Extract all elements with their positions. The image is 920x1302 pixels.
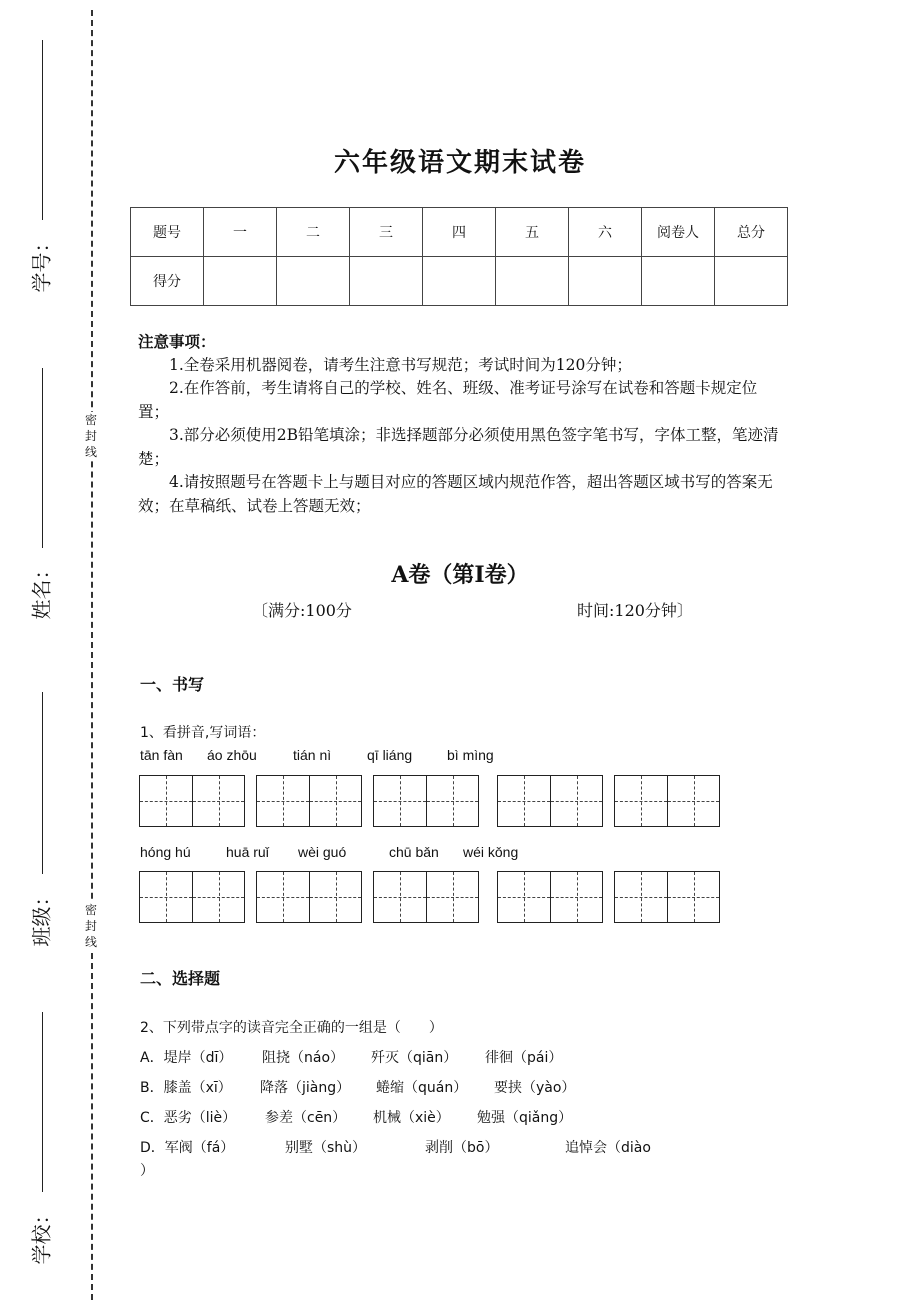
option-word: 追悼会（diào <box>565 1140 651 1156</box>
writing-grid[interactable] <box>256 775 362 827</box>
note-item: 4.请按照题号在答题卡上与题目对应的答题区域内规范作答，超出答题区域书写的答案无效；在草稿纸、试卷上答题无效； <box>138 473 773 515</box>
pinyin-label: wéi kǒng <box>463 844 519 860</box>
writing-cell[interactable] <box>615 872 667 922</box>
pinyin-label: áo zhōu <box>207 747 257 763</box>
writing-grid[interactable] <box>256 871 362 923</box>
option-word: A．堤岸（dī） <box>140 1050 233 1066</box>
option-word: B．膝盖（xī） <box>140 1080 232 1096</box>
seal-char: 线 <box>84 445 97 459</box>
option-word: 蜷缩（quán） <box>376 1080 468 1096</box>
writing-cell[interactable] <box>550 872 602 922</box>
writing-grid[interactable] <box>614 775 720 827</box>
option-word: 参差（cēn） <box>265 1110 347 1126</box>
writing-cell[interactable] <box>140 776 192 826</box>
note-item: 3.部分必须使用2B铅笔填涂；非选择题部分必须使用黑色签字笔书写，字体工整，笔迹清楚； <box>138 426 779 468</box>
seal-char: 封 <box>84 429 97 443</box>
section-choice-title: 二、选择题 <box>140 969 221 988</box>
student-id-underline[interactable] <box>42 40 43 220</box>
pinyin-label: bì mìng <box>447 747 494 763</box>
option-word: 勉强（qiǎng） <box>477 1110 573 1126</box>
option-word: 阻挠（náo） <box>262 1050 345 1066</box>
note-item: 2.在作答前，考生请将自己的学校、姓名、班级、准考证号涂写在试卷和答题卡规定位置； <box>138 379 758 421</box>
score-input-cell[interactable] <box>642 257 715 306</box>
score-input-cell[interactable] <box>715 257 788 306</box>
writing-grid[interactable] <box>614 871 720 923</box>
section-writing-title: 一、书写 <box>140 675 205 694</box>
score-header-cell: 二 <box>277 208 350 257</box>
writing-grid[interactable] <box>373 775 479 827</box>
writing-cell[interactable] <box>498 776 550 826</box>
writing-cell[interactable] <box>192 776 244 826</box>
option-word: 徘徊（pái） <box>485 1050 563 1066</box>
writing-cell[interactable] <box>498 872 550 922</box>
option-d-tail: ） <box>140 1163 154 1179</box>
writing-grid[interactable] <box>139 871 245 923</box>
exam-title: 六年级语文期末试卷 <box>333 148 586 178</box>
pinyin-label: tián nì <box>293 747 332 763</box>
name-underline[interactable] <box>42 368 43 548</box>
part-title: A卷（第I卷） <box>391 562 529 588</box>
score-input-cell[interactable] <box>569 257 642 306</box>
note-item: 1.全卷采用机器阅卷，请考生注意书写规范；考试时间为120分钟； <box>169 355 632 374</box>
pinyin-label: huā ruǐ <box>226 844 269 860</box>
question-2: 2、下列带点字的读音完全正确的一组是（ ） <box>140 1020 443 1036</box>
score-table-header-row <box>131 208 788 257</box>
score-row-label: 得分 <box>131 257 204 306</box>
writing-cell[interactable] <box>192 872 244 922</box>
writing-cell[interactable] <box>309 776 361 826</box>
notes-heading: 注意事项： <box>138 332 216 351</box>
writing-grid[interactable] <box>497 775 603 827</box>
score-header-cell: 题号 <box>131 208 204 257</box>
writing-cell[interactable] <box>374 776 426 826</box>
score-header-cell: 六 <box>569 208 642 257</box>
seal-mark-upper <box>82 412 100 460</box>
writing-cell[interactable] <box>426 872 478 922</box>
option-word: 歼灭（qiān） <box>371 1050 458 1066</box>
seal-char: 线 <box>84 935 97 949</box>
pinyin-label: qī liáng <box>367 747 413 763</box>
student-id-label: 学号： <box>29 232 54 293</box>
score-input-cell[interactable] <box>350 257 423 306</box>
time-info: 时间:120分钟〕 <box>577 601 693 620</box>
school-underline[interactable] <box>42 1012 43 1192</box>
score-input-cell[interactable] <box>204 257 277 306</box>
writing-grid[interactable] <box>373 871 479 923</box>
writing-cell[interactable] <box>426 776 478 826</box>
writing-cell[interactable] <box>550 776 602 826</box>
writing-cell[interactable] <box>667 872 719 922</box>
full-score: 〔满分:100分 <box>252 601 352 620</box>
option-word: 剥削（bō） <box>425 1140 499 1156</box>
option-word: D．军阀（fá） <box>140 1140 235 1156</box>
seal-char: 封 <box>84 919 97 933</box>
option-word: 别墅（shù） <box>285 1140 367 1156</box>
option-word: C．恶劣（liè） <box>140 1110 237 1126</box>
writing-cell[interactable] <box>374 872 426 922</box>
writing-cell[interactable] <box>257 872 309 922</box>
score-header-cell: 四 <box>423 208 496 257</box>
option-word: 降落（jiàng） <box>260 1080 351 1096</box>
binding-dashed-line <box>91 10 93 1300</box>
pinyin-label: wèi guó <box>298 844 347 860</box>
class-underline[interactable] <box>42 692 43 874</box>
writing-cell[interactable] <box>257 776 309 826</box>
score-table <box>130 207 788 306</box>
score-table-score-row <box>131 257 788 306</box>
seal-char: 密 <box>84 413 97 427</box>
option-word: 要挟（yào） <box>494 1080 576 1096</box>
writing-cell[interactable] <box>309 872 361 922</box>
pinyin-label: tān fàn <box>140 747 183 763</box>
writing-grid[interactable] <box>139 775 245 827</box>
writing-cell[interactable] <box>615 776 667 826</box>
score-header-cell: 五 <box>496 208 569 257</box>
score-input-cell[interactable] <box>496 257 569 306</box>
score-input-cell[interactable] <box>277 257 350 306</box>
notes-block <box>138 330 788 518</box>
score-input-cell[interactable] <box>423 257 496 306</box>
writing-cell[interactable] <box>667 776 719 826</box>
seal-char: 密 <box>84 903 97 917</box>
writing-grid[interactable] <box>497 871 603 923</box>
pinyin-label: chū bǎn <box>389 844 439 860</box>
seal-mark-lower <box>82 902 100 950</box>
score-header-cell: 阅卷人 <box>642 208 715 257</box>
school-label: 学校： <box>29 1204 54 1265</box>
class-label: 班级： <box>29 886 54 947</box>
score-header-cell: 总分 <box>715 208 788 257</box>
writing-cell[interactable] <box>140 872 192 922</box>
option-word: 机械（xiè） <box>373 1110 450 1126</box>
name-label: 姓名： <box>29 559 54 620</box>
score-header-cell: 一 <box>204 208 277 257</box>
pinyin-label: hóng hú <box>140 844 191 860</box>
score-header-cell: 三 <box>350 208 423 257</box>
question-1: 1、看拼音,写词语： <box>140 725 266 741</box>
